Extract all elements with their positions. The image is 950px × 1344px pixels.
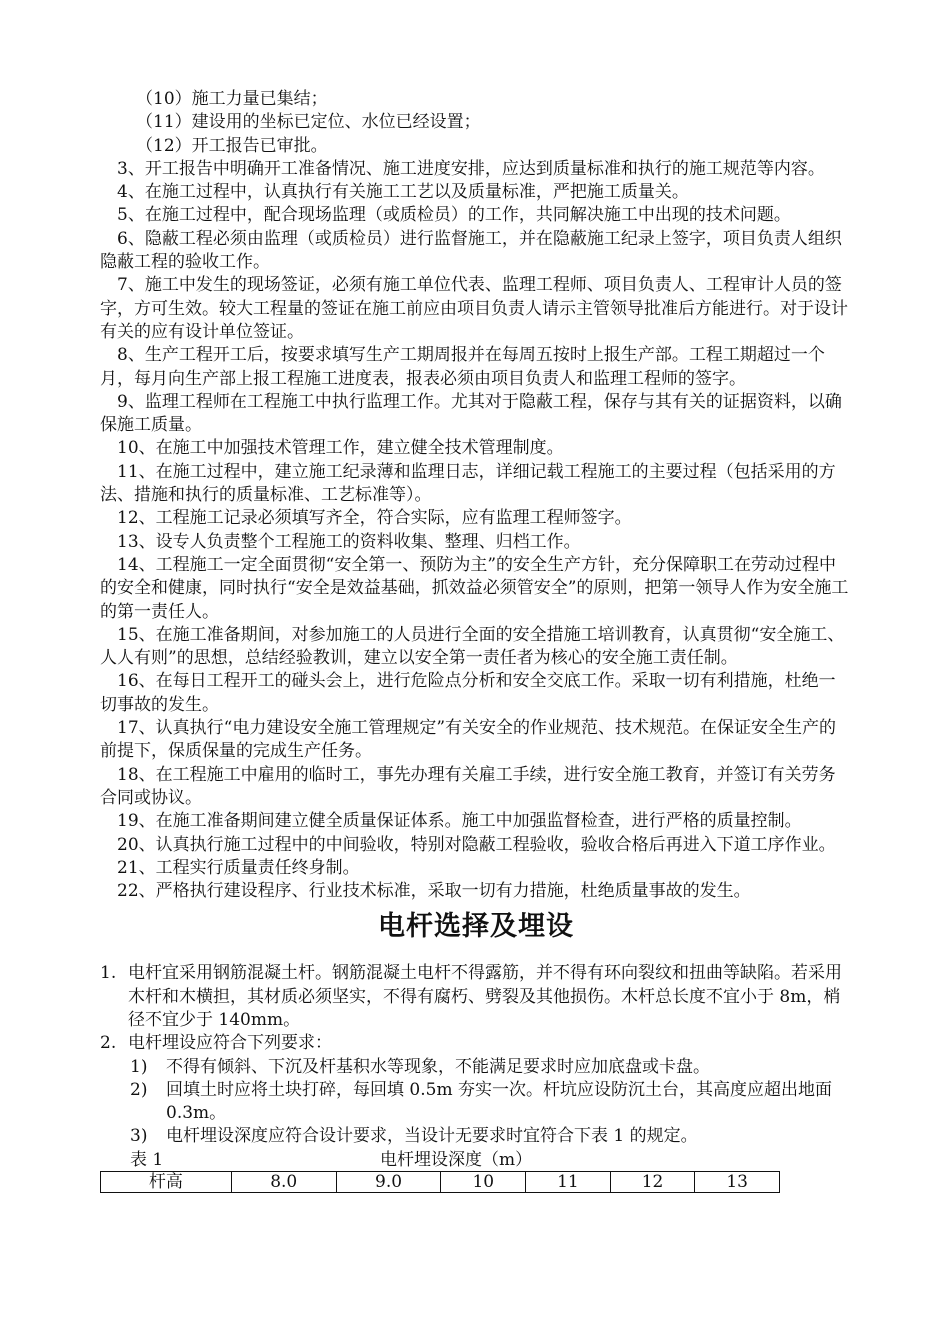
sub-item-number: 2) [130, 1079, 148, 1100]
paragraph: 19、在施工准备期间建立健全质量保证体系。施工中加强监督检查，进行严格的质量控制。 [117, 811, 802, 832]
paragraph: 21、工程实行质量责任终身制。 [117, 857, 360, 878]
table-cell: 12 [610, 1171, 695, 1192]
table-title: 电杆埋设深度（m） [380, 1149, 533, 1170]
numbered-list [100, 962, 852, 1055]
paragraph: 14、工程施工一定全面贯彻“安全第一、预防为主”的安全生产方针，充分保障职工在劳动过程中的安全和健康，同时执行“安全是效益基础，抓效益必须管安全”的原则，把第一领导人作为安全施工的第一责任人。 [100, 554, 849, 622]
section-heading: 电杆选择及埋设 [378, 911, 574, 943]
numbered-item [100, 962, 852, 1032]
depth-table [100, 1171, 780, 1193]
paragraph: 13、设专人负责整个工程施工的资料收集、整理、归档工作。 [117, 531, 581, 552]
table-label: 表 1 [130, 1149, 164, 1170]
paragraph: 22、严格执行建设程序、行业技术标准，采取一切有力措施，杜绝质量事故的发生。 [117, 881, 751, 902]
paragraph: 18、在工程施工中雇用的临时工，事先办理有关雇工手续，进行安全施工教育，并签订有关劳务合同或协议。 [100, 764, 836, 808]
table-cell: 11 [526, 1171, 611, 1192]
sub-item-number: 3) [130, 1126, 148, 1147]
paragraph: 8、生产工程开工后，按要求填写生产工期周报并在每周五按时上报生产部。工程工期超过一个月，每月向生产部上报工程施工进度表，报表必须由项目负责人和监理工程师的签字。 [100, 345, 825, 389]
table-row [101, 1171, 780, 1192]
sub-item-text: 回填土时应将土块打碎，每回填 0.5m 夯实一次。杆坑应设防沉土台，其高度应超出地面 0.3m。 [166, 1079, 832, 1124]
table-caption [100, 1149, 852, 1171]
table-cell: 9.0 [336, 1171, 441, 1192]
table-cell: 10 [441, 1171, 526, 1192]
paragraph: （10）施工力量已集结； [136, 89, 328, 109]
paragraph: 20、认真执行施工过程中的中间验收，特别对隐蔽工程验收，验收合格后再进入下道工序作业。 [117, 834, 836, 855]
paragraph: 15、在施工准备期间，对参加施工的人员进行全面的安全措施工培训教育，认真贯彻“安全施工、人人有则”的思想，总结经验教训，建立以安全第一责任者为核心的安全施工责任制。 [100, 624, 845, 669]
sub-item-text: 不得有倾斜、下沉及杆基积水等现象，不能满足要求时应加底盘或卡盘。 [166, 1056, 710, 1077]
paragraph: 4、在施工过程中，认真执行有关施工工艺以及质量标准，严把施工质量关。 [117, 182, 689, 203]
paragraph: （12）开工报告已审批。 [136, 135, 328, 156]
table-cell: 8.0 [231, 1171, 336, 1192]
sub-item-text: 电杆埋设深度应符合设计要求，当设计无要求时宜符合下表 1 的规定。 [166, 1126, 698, 1147]
item-number: 1. [100, 963, 117, 984]
numbered-item [100, 1032, 852, 1055]
paragraph: 9、监理工程师在工程施工中执行监理工作。尤其对于隐蔽工程，保存与其有关的证据资料，以确保施工质量。 [100, 391, 842, 436]
paragraph: 3、开工报告中明确开工准备情况、施工进度安排，应达到质量标准和执行的施工规范等内容。 [117, 158, 825, 179]
sub-item [100, 1125, 852, 1148]
sub-item-number: 1) [130, 1056, 148, 1077]
document-page [100, 88, 852, 1193]
item-text: 电杆宜采用钢筋混凝土杆。钢筋混凝土电杆不得露筋，并不得有环向裂纹和扭曲等缺陷。若采用木杆和木横担，其材质必须坚实，不得有腐朽、劈裂及其他损伤。木杆总长度不宜小于 8m，梢径不宜少于 140mm。 [128, 963, 842, 1030]
paragraph: 10、在施工中加强技术管理工作，建立健全技术管理制度。 [117, 438, 564, 459]
paragraph: 5、在施工过程中，配合现场监理（或质检员）的工作，共同解决施工中出现的技术问题。 [117, 205, 791, 226]
item-text: 电杆埋设应符合下列要求： [128, 1033, 332, 1054]
table-header-cell: 杆高 [101, 1171, 232, 1192]
sub-item-list [100, 1056, 852, 1149]
paragraph: （11）建设用的坐标已定位、水位已经设置； [136, 112, 481, 133]
paragraph: 12、工程施工记录必须填写齐全，符合实际，应有监理工程师签字。 [117, 508, 632, 529]
table-cell: 13 [695, 1171, 780, 1192]
sub-item [100, 1079, 852, 1126]
paragraph: 16、在每日工程开工的碰头会上，进行危险点分析和安全交底工作。采取一切有利措施，杜绝一切事故的发生。 [100, 671, 836, 715]
paragraph: 17、认真执行“电力建设安全施工管理规定”有关安全的作业规范、技术规范。在保证安全生产的前提下，保质保量的完成生产任务。 [100, 718, 837, 762]
paragraph: 7、施工中发生的现场签证，必须有施工单位代表、监理工程师、项目负责人、工程审计人员的签字，方可生效。较大工程量的签证在施工前应由项目负责人请示主管领导批准后方能进行。对于设计有关的应有设计单位签证。 [100, 275, 848, 342]
paragraph: 6、隐蔽工程必须由监理（或质检员）进行监督施工，并在隐蔽施工纪录上签字，项目负责人组织隐蔽工程的验收工作。 [100, 228, 842, 273]
item-number: 2. [100, 1033, 117, 1054]
requirements-list [100, 88, 852, 903]
paragraph: 11、在施工过程中，建立施工纪录薄和监理日志，详细记载工程施工的主要过程（包括采用的方法、措施和执行的质量标准、工艺标准等）。 [100, 461, 836, 506]
sub-item [100, 1056, 852, 1079]
